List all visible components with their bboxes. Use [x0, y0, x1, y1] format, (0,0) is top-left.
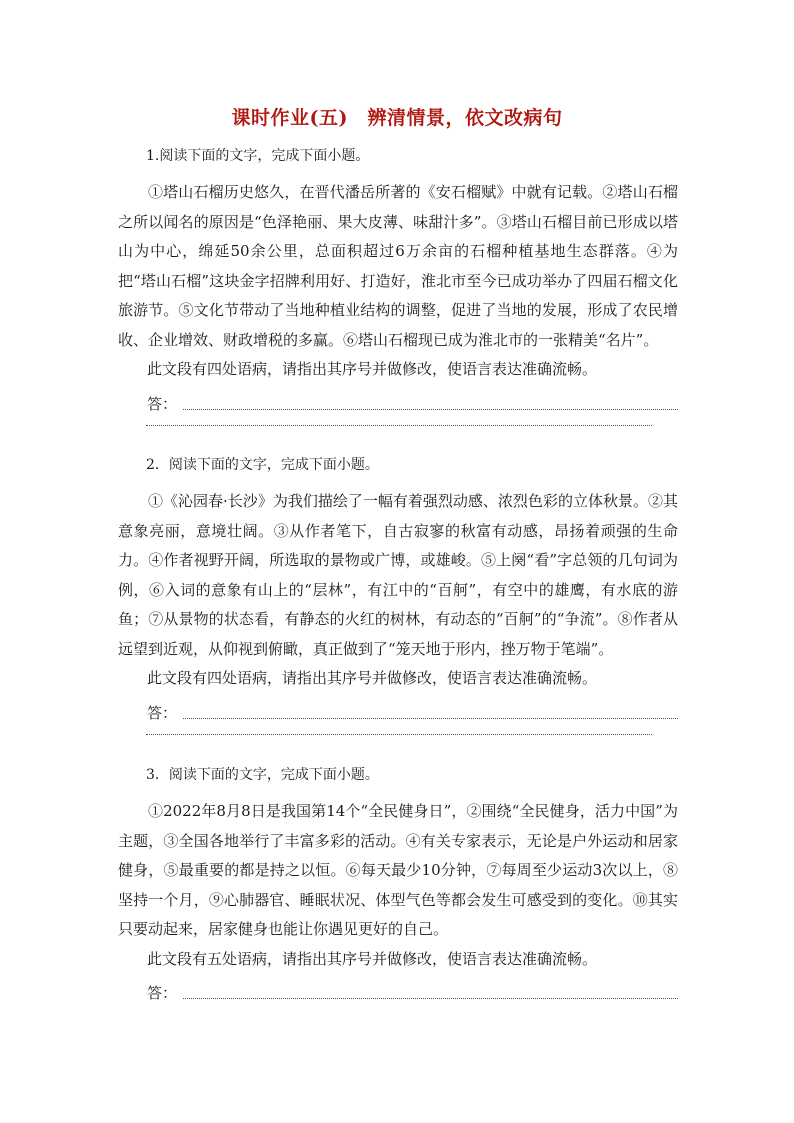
- answer-field[interactable]: [118, 974, 678, 1004]
- question-stem: 1.阅读下面的文字，完成下面小题。: [146, 148, 370, 164]
- answer-label: 答：: [147, 703, 178, 722]
- page-title: 课时作业(五) 辨清情景，依文改病句: [231, 107, 563, 129]
- answer-line: [146, 425, 652, 426]
- answer-label: 答：: [147, 394, 178, 413]
- question-stem: 2．阅读下面的文字，完成下面小题。: [146, 457, 379, 473]
- question-instruction: 此文段有五处语病，请指出其序号并做修改，使语言表达准确流畅。: [147, 949, 598, 968]
- answer-line: [146, 734, 652, 735]
- question-passage: ①《沁园春·长沙》为我们描绘了一幅有着强烈动感、浓烈色彩的立体秋景。②其意象亮丽，意境壮阔。③从作者笔下，自古寂寥的秋富有动感，昂扬着顽强的生命力。④作者视野开阔，所选取的景物或广博，或雄峻。⑤上阕“看”字总领的几句词为例，⑥入词的意象有山上的“层林”，有江中的“百舸”，有空中的雄鹰，有水底的游鱼；⑦从景物的状态看，有静态的火红的树林，有动态的“百舸”的“争流”。⑧作者从远望到近观，从仰视到俯瞰，真正做到了“笼天地于形内，挫万物于笔端”。: [118, 492, 678, 658]
- question-instruction: 此文段有四处语病，请指出其序号并做修改，使语言表达准确流畅。: [147, 360, 598, 378]
- answer-field[interactable]: [118, 694, 678, 724]
- question-passage: ①2022年8月8日是我国第14个“全民健身日”，②围绕“全民健身，活力中国”为主题，③全国各地举行了丰富多彩的活动。④有关专家表示，无论是户外运动和居家健身，⑤最重要的都是持之以恒。⑥每天最少10分钟，⑦每周至少运动3次以上，⑧坚持一个月，⑨心肺器官、睡眠状况、体型气色等都会发生可感受到的变化。⑩其实只要动起来，居家健身也能让你遇见更好的自己。: [118, 802, 678, 938]
- question-1: [118, 146, 678, 437]
- question-instruction: 此文段有四处语病，请指出其序号并做修改，使语言表达准确流畅。: [147, 669, 598, 687]
- answer-field-continued[interactable]: [118, 415, 678, 437]
- question-2: [118, 455, 678, 746]
- answer-line: [183, 704, 678, 719]
- question-stem: 3．阅读下面的文字，完成下面小题。: [146, 767, 379, 783]
- answer-label: 答：: [147, 984, 178, 1002]
- question-3: [118, 765, 678, 1004]
- answer-line: [183, 984, 678, 999]
- question-passage: ①塔山石榴历史悠久，在晋代潘岳所著的《安石榴赋》中就有记载。②塔山石榴之所以闻名的原因是“色泽艳丽、果大皮薄、味甜汁多”。③塔山石榴目前已形成以塔山为中心，绵延50余公里，总面积超过6万余亩的石榴种植基地生态群落。④为把“塔山石榴”这块金字招牌利用好、打造好，淮北市至今已成功举办了四届石榴文化旅游节。⑤文化节带动了当地种植业结构的调整，促进了当地的发展，形成了农民增收、企业增效、财政增税的多赢。⑥塔山石榴现已成为淮北市的一张精美“名片”。: [118, 183, 678, 349]
- answer-field[interactable]: [118, 385, 678, 415]
- answer-line: [183, 395, 678, 410]
- answer-field-continued[interactable]: [118, 724, 678, 746]
